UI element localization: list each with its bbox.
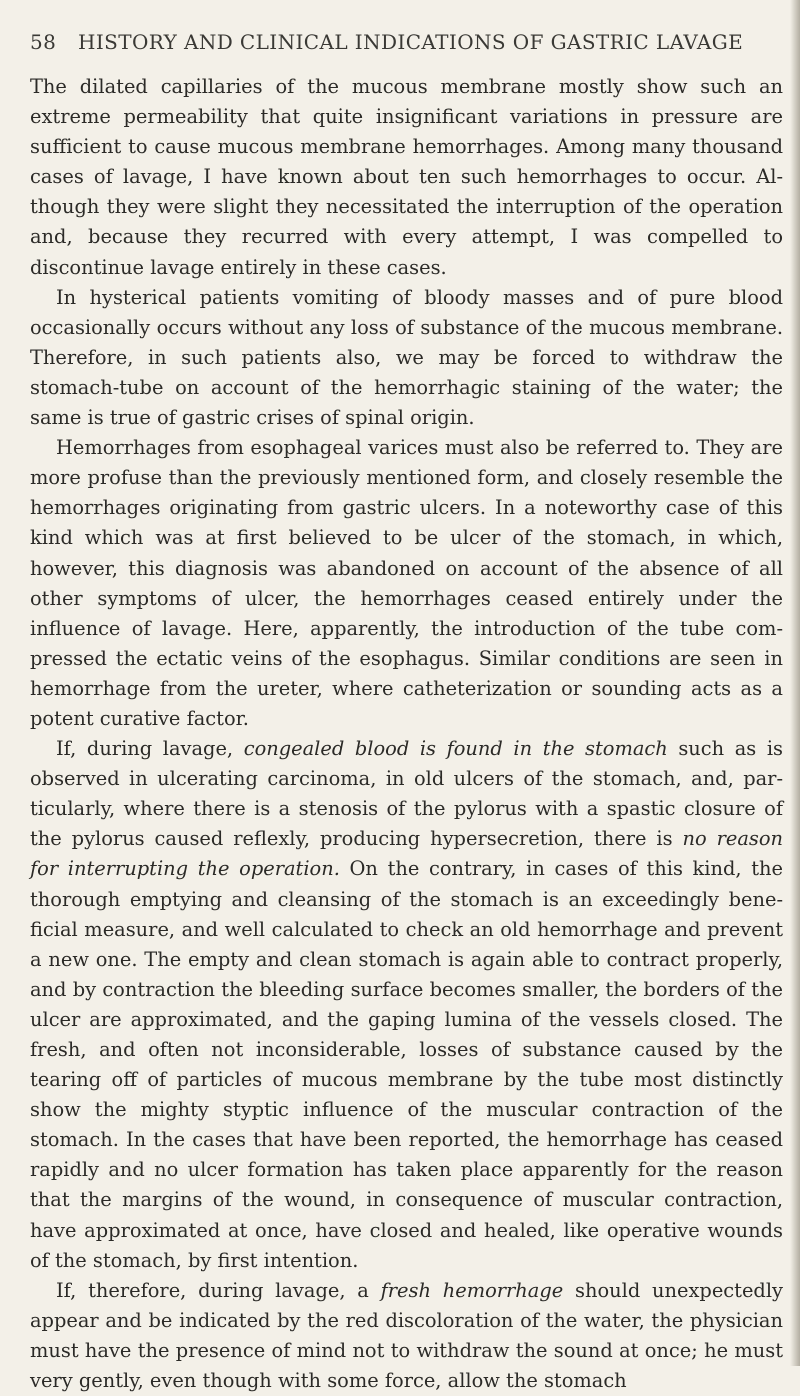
- text-run: In hysterical patients vomiting of bloody masses and of pure blood occasionally occurs without any loss of substance of the mucous membrane. Therefore, in such patients also, we may be forced to withdraw the stomach-tube on account of the hemorrhagic staining of the water; the same is true of gastric crises of spinal origin.: [30, 285, 783, 430]
- running-title: HISTORY AND CLINICAL INDICATIONS OF GASTRIC LAVAGE: [78, 30, 744, 54]
- paragraph-2: [30, 283, 783, 433]
- running-header: [30, 30, 744, 54]
- text-run: If, during lavage,: [56, 737, 244, 761]
- italic-phrase: no reason for interrupting the operation.: [30, 827, 784, 881]
- text-run: The dilated capillaries of the mucous membrane mostly show such an extreme permeability that quite insignificant variations in pressure are sufficient to cause mucous membrane hemorrhages. Among many thousand cases of lavage, I have known about ten such hemorrhages to occur. Although they were slight they necessitated the interruption of the operation and, because they recurred with every attempt, I was compelled to discontinue lavage entirely in these cases.: [30, 75, 783, 279]
- page-number: 58: [30, 30, 57, 54]
- text-run: If, therefore, during lavage, a: [56, 1278, 381, 1302]
- paragraph-4: [30, 734, 783, 1276]
- text-run: such as is observed in ulcerating carcinoma, in old ulcers of the stomach, and, particularly, where there is a stenosis of the pylorus with a spastic closure of the pylorus caused reflexly, producing hypersecretion, there is: [30, 737, 783, 851]
- paragraph-5: [30, 1276, 783, 1396]
- paragraph-1: [30, 72, 783, 283]
- paragraph-3: [30, 433, 783, 734]
- italic-phrase: congealed blood is found in the stomach: [243, 737, 668, 761]
- text-run: Hemorrhages from esophageal varices must also be referred to. They are more profuse than the previously mentioned form, and closely resemble the hemorrhages originating from gastric ulcers. In a noteworthy case of this kind which was at first believed to be ulcer of the stomach, in which, however, this diagnosis was abandoned on account of the absence of all other symptoms of ulcer, the hemorrhages ceased entirely under the influence of lavage. Here, apparently, the introduction of the tube compressed the ectatic veins of the esophagus. Similar conditions are seen in hemorrhage from the ureter, where catheterization or sounding acts as a potent curative factor.: [30, 436, 783, 730]
- text-run: should unexpectedly appear and be indicated by the red discoloration of the water, the physician must have the presence of mind not to withdraw the sound at once; he must very gently, even though with some force, allow the stomach: [30, 1278, 783, 1393]
- body-text: [30, 72, 783, 1396]
- page-edge-shadow: [790, 0, 800, 1366]
- italic-phrase: fresh hemorrhage: [380, 1278, 564, 1302]
- text-run: On the contrary, in cases of this kind, the thorough emptying and cleansing of the stomach is an exceedingly beneficial measure, and well calculated to check an old hemorrhage and prevent a new one. The empty and clean stomach is again able to contract properly, and by contraction the bleeding surface becomes smaller, the borders of the ulcer are approximated, and the gaping lumina of the vessels closed. The fresh, and often not inconsiderable, losses of substance caused by the tearing off of particles of mucous membrane by the tube most distinctly show the mighty styptic influence of the muscular contraction of the stomach. In the cases that have been reported, the hemorrhage has ceased rapidly and no ulcer formation has taken place apparently for the reason that the margins of the wound, in consequence of muscular contraction, have approximated at once, have closed and healed, like operative wounds of the stomach, by first intention.: [30, 857, 783, 1272]
